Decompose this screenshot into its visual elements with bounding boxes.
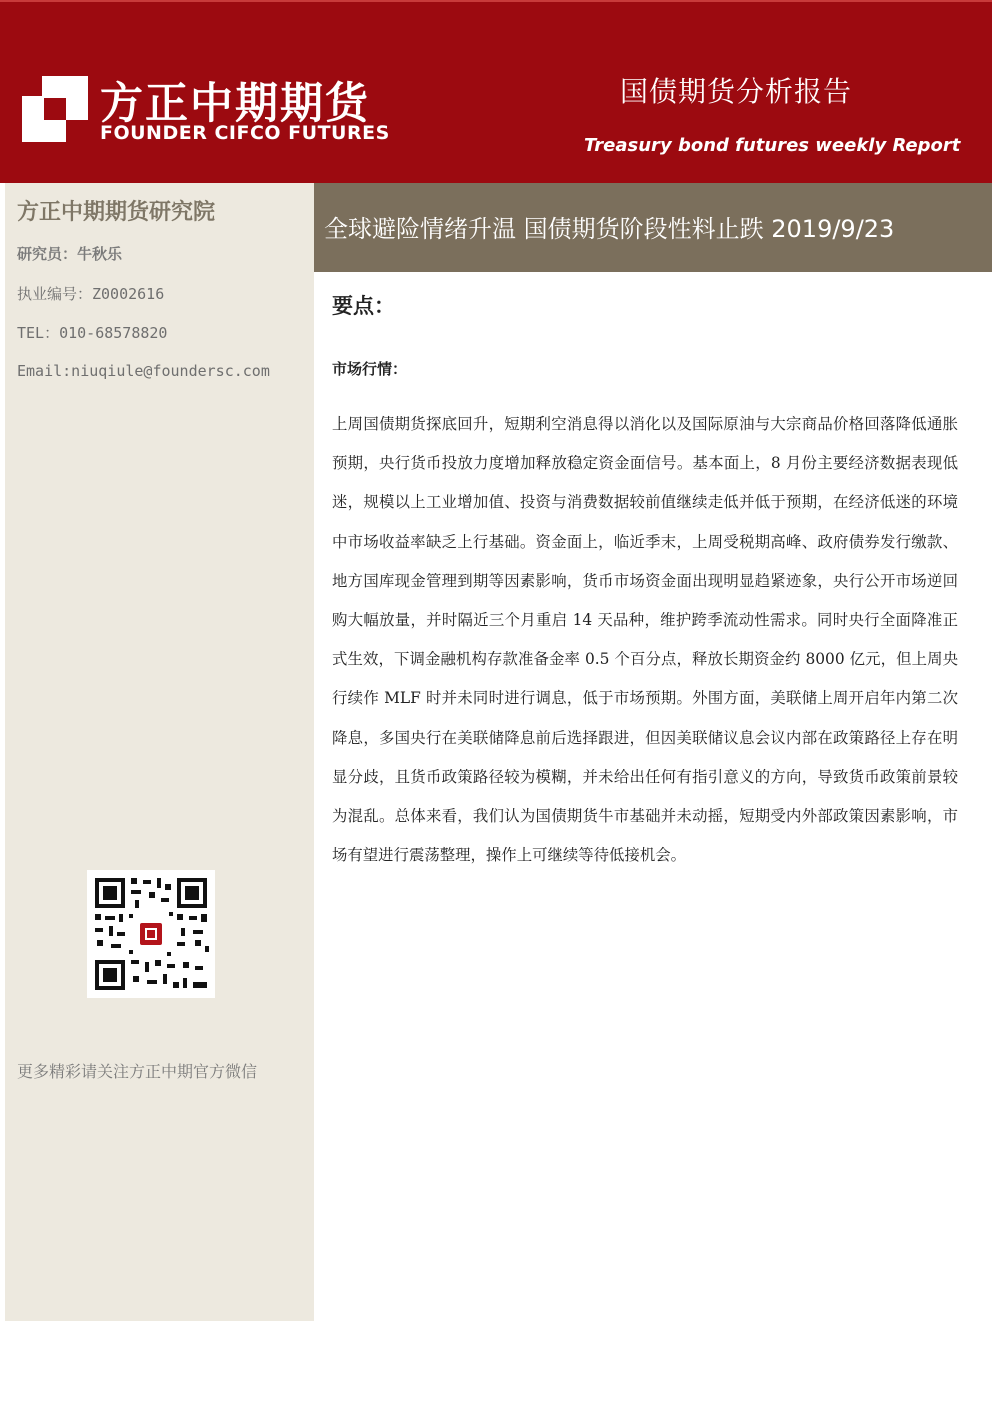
researcher-name: 研究员：牛秋乐	[17, 245, 123, 263]
founder-logo-icon	[22, 76, 88, 142]
market-heading: 市场行情：	[332, 360, 408, 378]
header-top-line	[0, 0, 992, 2]
brand-name-cn: 方正中期期货	[100, 79, 370, 129]
report-header	[0, 0, 992, 183]
contact-tel: TEL：010-68578820	[17, 324, 168, 342]
report-title-en: Treasury bond futures weekly Report	[584, 135, 961, 156]
key-points-heading: 要点：	[332, 294, 395, 318]
contact-email[interactable]: Email:niuqiule@foundersc.com	[17, 362, 270, 380]
license-number: 执业编号：Z0002616	[17, 285, 165, 303]
market-commentary-paragraph: 上周国债期货探底回升，短期利空消息得以消化以及国际原油与大宗商品价格回落降低通胀预期，央行货币投放力度增加释放稳定资金面信号。基本面上，8 月份主要经济数据表现低迷，规模以上工业增加值、投资与消费数据较前值继续走低并低于预期，在经济低迷的环境中市场收益率缺乏上行基础。资金面上，临近季末，上周受税期高峰、政府债券发行缴款、地方国库现金管理到期等因素影响，货币市场资金面出现明显趋紧迹象，央行公开市场逆回购大幅放量，并时隔近三个月重启 14 天品种，维护跨季流动性需求。同时央行全面降准正式生效，下调金融机构存款准备金率 0.5 个百分点，释放长期资金约 8000 亿元，但上周央行续作 MLF 时并未同时进行调息，低于市场预期。外围方面，美联储上周开启年内第二次降息，多国央行在美联储降息前后选择跟进，但因美联储议息会议内部在政策路径上存在明显分歧，且货币政策路径较为模糊，并未给出任何有指引意义的方向，导致货币政策前景较为混乱。总体来看，我们认为国债期货牛市基础并未动摇，短期受内外部政策因素影响，市场有望进行震荡整理，操作上可继续等待低接机会。	[332, 415, 958, 865]
brand-name-en: FOUNDER CIFCO FUTURES	[100, 122, 390, 144]
report-title-bar	[314, 183, 992, 272]
report-headline: 全球避险情绪升温 国债期货阶段性料止跌 2019/9/23	[324, 215, 895, 243]
sidebar	[5, 183, 314, 1321]
wechat-qr-code-icon	[87, 870, 215, 998]
follow-wechat-text: 更多精彩请关注方正中期官方微信	[17, 1062, 258, 1081]
institute-name: 方正中期期货研究院	[17, 200, 216, 225]
report-title-cn: 国债期货分析报告	[620, 75, 853, 108]
